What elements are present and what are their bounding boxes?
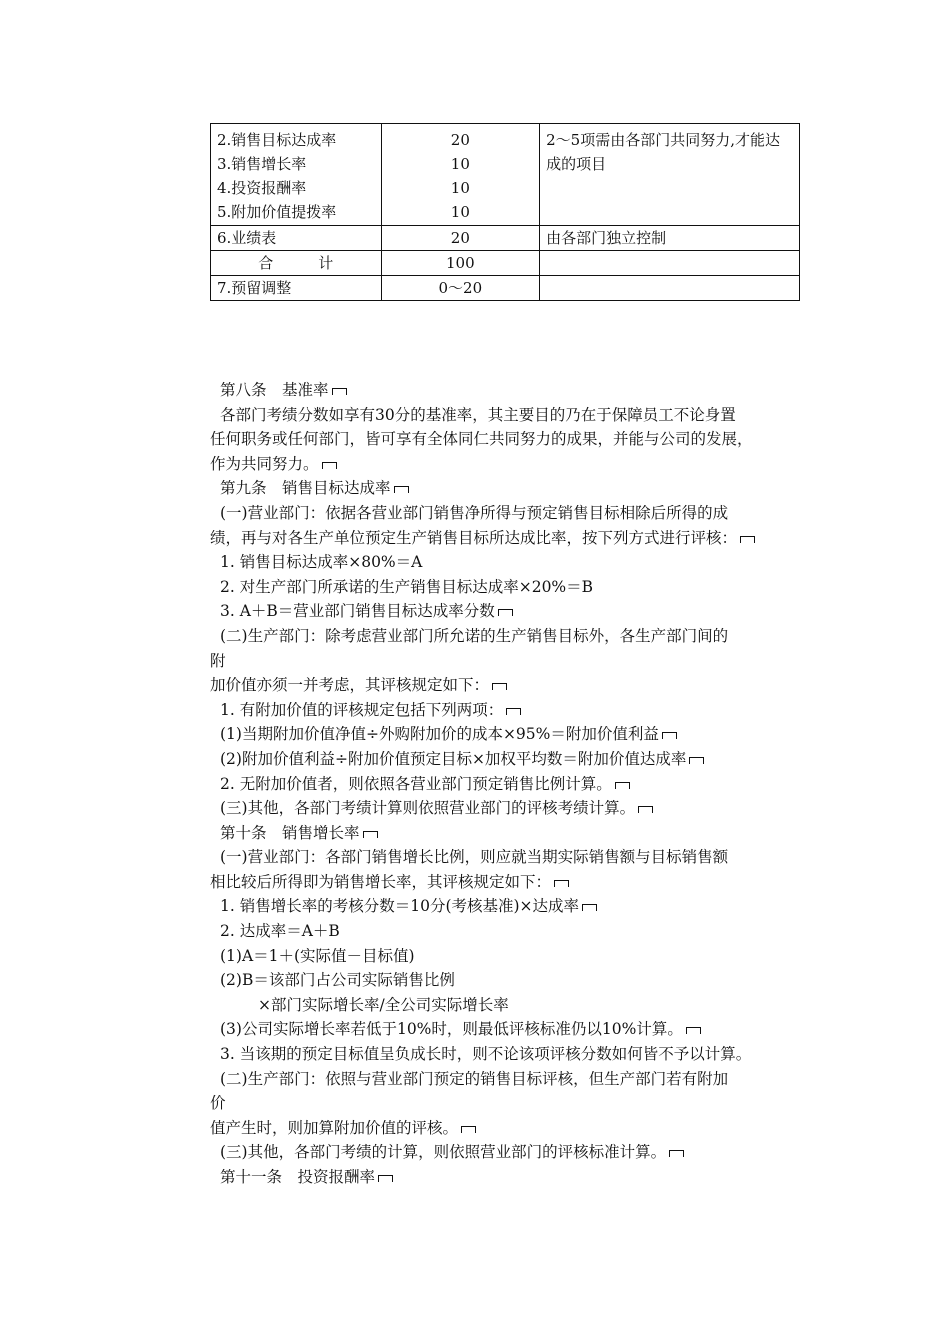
text-line: 第九条 销售目标达成率 bbox=[220, 479, 391, 498]
table-cell-total-label: 合 计 bbox=[211, 251, 382, 276]
text-line: (二)生产部门：依照与营业部门预定的销售目标评核，但生产部门若有附加 bbox=[220, 1069, 729, 1088]
paragraph-mark-icon bbox=[662, 732, 677, 739]
text-line: 绩，再与对各生产单位预定生产销售目标所达成比率，按下列方式进行评核： bbox=[210, 528, 738, 547]
paragraph-line bbox=[186, 1140, 786, 1165]
list-item bbox=[186, 919, 786, 944]
table-cell-items bbox=[211, 124, 382, 226]
text-line: (一)营业部门：依据各营业部门销售净所得与预定销售目标相除后所得的成 bbox=[220, 503, 729, 522]
table-cell-scores: 20 bbox=[381, 226, 540, 251]
text-line: 2. 达成率＝A＋B bbox=[220, 922, 340, 941]
text-line: ×部门实际增长率/全公司实际增长率 bbox=[258, 995, 509, 1014]
table-cell-note bbox=[540, 251, 800, 276]
table-cell-note bbox=[540, 276, 800, 301]
table-cell-items: 6.业绩表 bbox=[211, 226, 382, 251]
text-line: 1. 销售目标达成率×80%＝A bbox=[220, 553, 423, 572]
text-line: 3. A＋B＝营业部门销售目标达成率分数 bbox=[220, 602, 495, 621]
paragraph-mark-icon bbox=[669, 1150, 684, 1157]
score-value: 20 bbox=[450, 131, 470, 149]
list-item bbox=[186, 1017, 786, 1042]
paragraph-mark-icon bbox=[322, 462, 337, 469]
text-line: 2. 无附加价值者，则依照各营业部门预定销售比例计算。 bbox=[220, 774, 612, 793]
text-line: 2. 对生产部门所承诺的生产销售目标达成率×20%＝B bbox=[220, 577, 594, 596]
score-value: 10 bbox=[450, 179, 470, 197]
paragraph-mark-icon bbox=[492, 683, 507, 690]
paragraph-mark-icon bbox=[582, 904, 597, 911]
article-heading bbox=[186, 1165, 786, 1190]
paragraph-line bbox=[186, 1116, 786, 1141]
paragraph-line bbox=[186, 526, 786, 551]
paragraph-mark-icon bbox=[638, 806, 653, 813]
text-line: 作为共同努力。 bbox=[210, 454, 319, 473]
article-heading bbox=[186, 378, 786, 403]
text-line: 加价值亦须一并考虑，其评核规定如下： bbox=[210, 676, 490, 695]
text-line: 各部门考绩分数如享有30分的基准率，其主要目的乃在于保障员工不论身置 bbox=[220, 405, 736, 424]
article-heading bbox=[186, 821, 786, 846]
score-value: 10 bbox=[450, 155, 470, 173]
text-line: 附 bbox=[210, 651, 226, 670]
table-cell-scores bbox=[381, 124, 540, 226]
score-value: 10 bbox=[450, 203, 470, 221]
item-label: 3.销售增长率 bbox=[217, 155, 307, 173]
paragraph-line bbox=[186, 624, 786, 649]
paragraph-mark-icon bbox=[332, 388, 347, 395]
article-heading bbox=[186, 476, 786, 501]
list-item bbox=[186, 968, 786, 993]
paragraph-mark-icon bbox=[615, 782, 630, 789]
table-row bbox=[211, 276, 800, 301]
text-line: (1)当期附加价值净值÷外购附加价的成本×95%＝附加价值利益 bbox=[220, 725, 659, 744]
paragraph-line bbox=[186, 1091, 786, 1116]
paragraph-mark-icon bbox=[498, 609, 513, 616]
list-item bbox=[186, 1042, 786, 1067]
paragraph-line bbox=[186, 845, 786, 870]
table-row bbox=[211, 124, 800, 226]
table-row bbox=[211, 251, 800, 276]
text-line: 第十一条 投资报酬率 bbox=[220, 1168, 376, 1186]
text-line: 任何职务或任何部门，皆可享有全体同仁共同努力的成果，并能与公司的发展， bbox=[210, 430, 753, 449]
paragraph-mark-icon bbox=[689, 757, 704, 764]
text-line: (三)其他，各部门考绩计算则依照营业部门的评核考绩计算。 bbox=[220, 799, 636, 818]
paragraph-line bbox=[186, 673, 786, 698]
text-line: 3. 当该期的预定目标值呈负成长时，则不论该项评核分数如何皆不予以计算。 bbox=[220, 1045, 752, 1064]
paragraph-line bbox=[186, 870, 786, 895]
paragraph-mark-icon bbox=[363, 831, 378, 838]
paragraph-line bbox=[186, 403, 786, 428]
list-item bbox=[186, 993, 786, 1018]
item-label: 4.投资报酬率 bbox=[217, 179, 307, 197]
table-row bbox=[211, 226, 800, 251]
paragraph-line bbox=[186, 427, 786, 452]
text-line: (2)B＝该部门占公司实际销售比例 bbox=[220, 971, 455, 990]
table-cell-scores: 0～20 bbox=[381, 276, 540, 301]
paragraph-mark-icon bbox=[554, 880, 569, 887]
text-line: 价 bbox=[210, 1094, 226, 1113]
article-body bbox=[186, 378, 786, 1190]
paragraph-line bbox=[186, 452, 786, 477]
text-line: (三)其他，各部门考绩的计算，则依照营业部门的评核标准计算。 bbox=[220, 1143, 667, 1162]
text-line: (1)A＝1＋(实际值－目标值) bbox=[220, 946, 415, 965]
paragraph-mark-icon bbox=[461, 1126, 476, 1133]
table-cell-total-value: 100 bbox=[381, 251, 540, 276]
paragraph-mark-icon bbox=[394, 486, 409, 493]
text-line: (3)公司实际增长率若低于10%时，则最低评核标准仍以10%计算。 bbox=[220, 1020, 683, 1039]
table-cell-note: 由各部门独立控制 bbox=[540, 226, 800, 251]
text-line: 1. 销售增长率的考核分数＝10分(考核基准)×达成率 bbox=[220, 897, 580, 916]
text-line: 1. 有附加价值的评核规定包括下列两项： bbox=[220, 700, 504, 719]
list-item bbox=[186, 575, 786, 600]
paragraph-line bbox=[186, 649, 786, 674]
list-item bbox=[186, 722, 786, 747]
list-item bbox=[186, 772, 786, 797]
paragraph-line bbox=[186, 1067, 786, 1092]
text-line: (一)营业部门：各部门销售增长比例，则应就当期实际销售额与目标销售额 bbox=[220, 848, 729, 867]
list-item bbox=[186, 894, 786, 919]
paragraph-line bbox=[186, 501, 786, 526]
paragraph-line bbox=[186, 796, 786, 821]
item-label: 5.附加价值提拨率 bbox=[217, 203, 337, 221]
list-item bbox=[186, 698, 786, 723]
table-cell-note: 2～5项需由各部门共同努力,才能达成的项目 bbox=[540, 124, 800, 226]
text-line: 相比较后所得即为销售增长率，其评核规定如下： bbox=[210, 872, 552, 891]
table-cell-items: 7.预留调整 bbox=[211, 276, 382, 301]
paragraph-mark-icon bbox=[686, 1027, 701, 1034]
paragraph-mark-icon bbox=[506, 708, 521, 715]
text-line: 第十条 销售增长率 bbox=[220, 823, 360, 842]
text-line: (二)生产部门：除考虑营业部门所允诺的生产销售目标外，各生产部门间的 bbox=[220, 626, 729, 645]
paragraph-mark-icon bbox=[740, 536, 755, 543]
list-item bbox=[186, 599, 786, 624]
text-line: 值产生时，则加算附加价值的评核。 bbox=[210, 1118, 459, 1137]
list-item bbox=[186, 550, 786, 575]
list-item bbox=[186, 747, 786, 772]
item-label: 2.销售目标达成率 bbox=[217, 131, 337, 149]
text-line: 第八条 基准率 bbox=[220, 381, 329, 399]
paragraph-mark-icon bbox=[378, 1175, 393, 1182]
score-table bbox=[210, 123, 800, 301]
text-line: (2)附加价值利益÷附加价值预定目标×加权平均数＝附加价值达成率 bbox=[220, 749, 687, 768]
list-item bbox=[186, 944, 786, 969]
